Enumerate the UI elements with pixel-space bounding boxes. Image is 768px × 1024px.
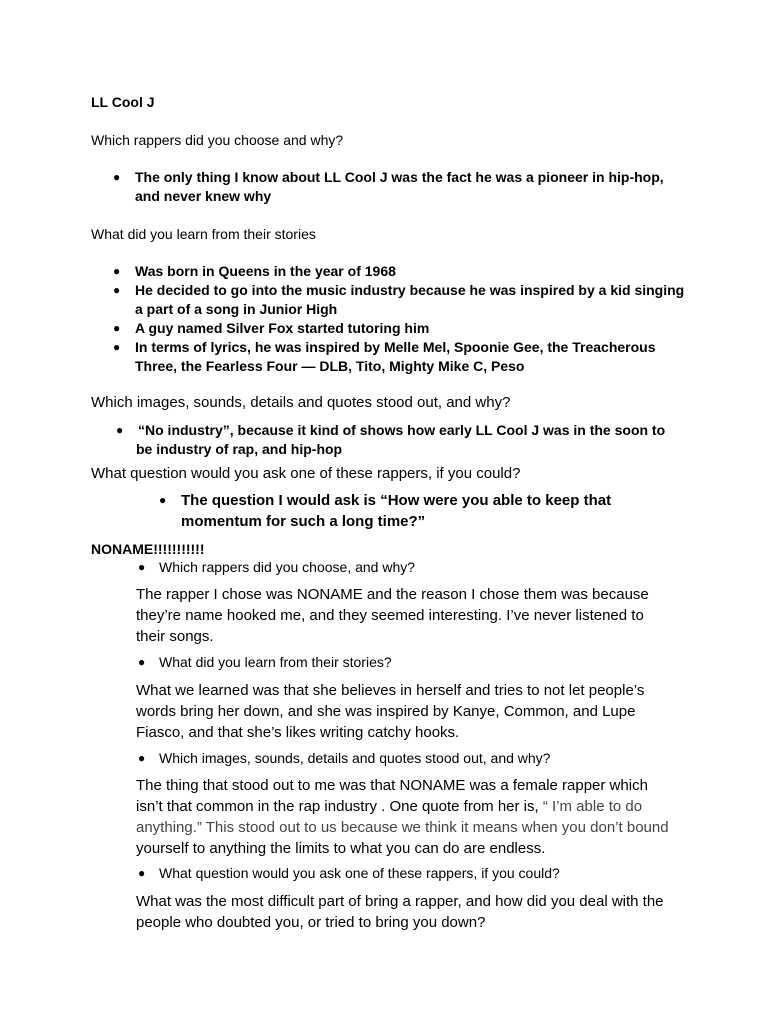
bullet-icon: ● bbox=[113, 340, 121, 354]
bullet-icon: ● bbox=[159, 493, 167, 507]
paragraph-line: people who doubted you, or tried to bring you down? bbox=[136, 914, 486, 931]
paragraph-line: their songs. bbox=[136, 628, 214, 645]
bullet-icon: ● bbox=[116, 423, 124, 437]
paragraph-line: The rapper I chose was NONAME and the reason I chose them was because bbox=[136, 586, 649, 603]
section-title: LL Cool J bbox=[91, 94, 155, 110]
bullet-icon: ● bbox=[138, 866, 146, 880]
answer-line: and never knew why bbox=[135, 188, 272, 204]
answer-line: be industry of rap, and hip-hop bbox=[136, 441, 343, 457]
paragraph-text: isn’t that common in the rap industry . One quote from her is, bbox=[136, 798, 539, 815]
answer-line: In terms of lyrics, he was inspired by Melle Mel, Spoonie Gee, the Treacherous bbox=[135, 339, 656, 355]
paragraph-line: The thing that stood out to me was that NONAME was a female rapper which bbox=[136, 777, 648, 794]
answer-line: The only thing I know about LL Cool J was the fact he was a pioneer in hip-hop, bbox=[135, 169, 664, 185]
bullet-icon: ● bbox=[113, 264, 121, 278]
answer-line: momentum for such a long time?” bbox=[181, 513, 426, 530]
paragraph-line bbox=[136, 796, 642, 817]
question-heading: Which rappers did you choose and why? bbox=[91, 132, 344, 148]
bullet-icon: ● bbox=[113, 321, 121, 335]
question-heading: What did you learn from their stories? bbox=[159, 654, 392, 670]
answer-line: The question I would ask is “How were you able to keep that bbox=[181, 492, 612, 509]
question-heading: What question would you ask one of these rappers, if you could? bbox=[159, 865, 560, 881]
bullet-icon: ● bbox=[138, 751, 146, 765]
paragraph-line: anything.” This stood out to us because we think it means when you don’t bound bbox=[136, 819, 669, 836]
question-heading: What question would you ask one of these rappers, if you could? bbox=[91, 465, 521, 482]
paragraph-line: Fiasco, and that she’s likes writing catchy hooks. bbox=[136, 724, 460, 741]
paragraph-line: words bring her down, and she was inspired by Kanye, Common, and Lupe bbox=[136, 703, 636, 720]
bullet-icon: ● bbox=[138, 560, 146, 574]
answer-line: Three, the Fearless Four — DLB, Tito, Mighty Mike C, Peso bbox=[135, 358, 525, 374]
paragraph-line: yourself to anything the limits to what you can do are endless. bbox=[136, 840, 546, 857]
question-heading: What did you learn from their stories bbox=[91, 226, 316, 242]
bullet-icon: ● bbox=[138, 655, 146, 669]
section-title: NONAME!!!!!!!!!!! bbox=[91, 541, 205, 557]
paragraph-line: they’re name hooked me, and they seemed interesting. I’ve never listened to bbox=[136, 607, 644, 624]
answer-line: A guy named Silver Fox started tutoring him bbox=[135, 320, 430, 336]
bullet-icon: ● bbox=[113, 283, 121, 297]
paragraph-line: What was the most difficult part of bring a rapper, and how did you deal with the bbox=[136, 893, 664, 910]
question-heading: Which rappers did you choose, and why? bbox=[159, 559, 416, 575]
question-heading: Which images, sounds, details and quotes stood out, and why? bbox=[159, 750, 551, 766]
answer-line: “No industry”, because it kind of shows how early LL Cool J was in the soon to bbox=[138, 422, 666, 438]
question-heading: Which images, sounds, details and quotes stood out, and why? bbox=[91, 394, 511, 411]
answer-line: a part of a song in Junior High bbox=[135, 301, 338, 317]
answer-line: Was born in Queens in the year of 1968 bbox=[135, 263, 396, 279]
paragraph-line: What we learned was that she believes in herself and tries to not let people’s bbox=[136, 682, 645, 699]
answer-line: He decided to go into the music industry because he was inspired by a kid singing bbox=[135, 282, 685, 298]
quote-text: “ I’m able to do bbox=[538, 798, 643, 815]
bullet-icon: ● bbox=[113, 170, 121, 184]
